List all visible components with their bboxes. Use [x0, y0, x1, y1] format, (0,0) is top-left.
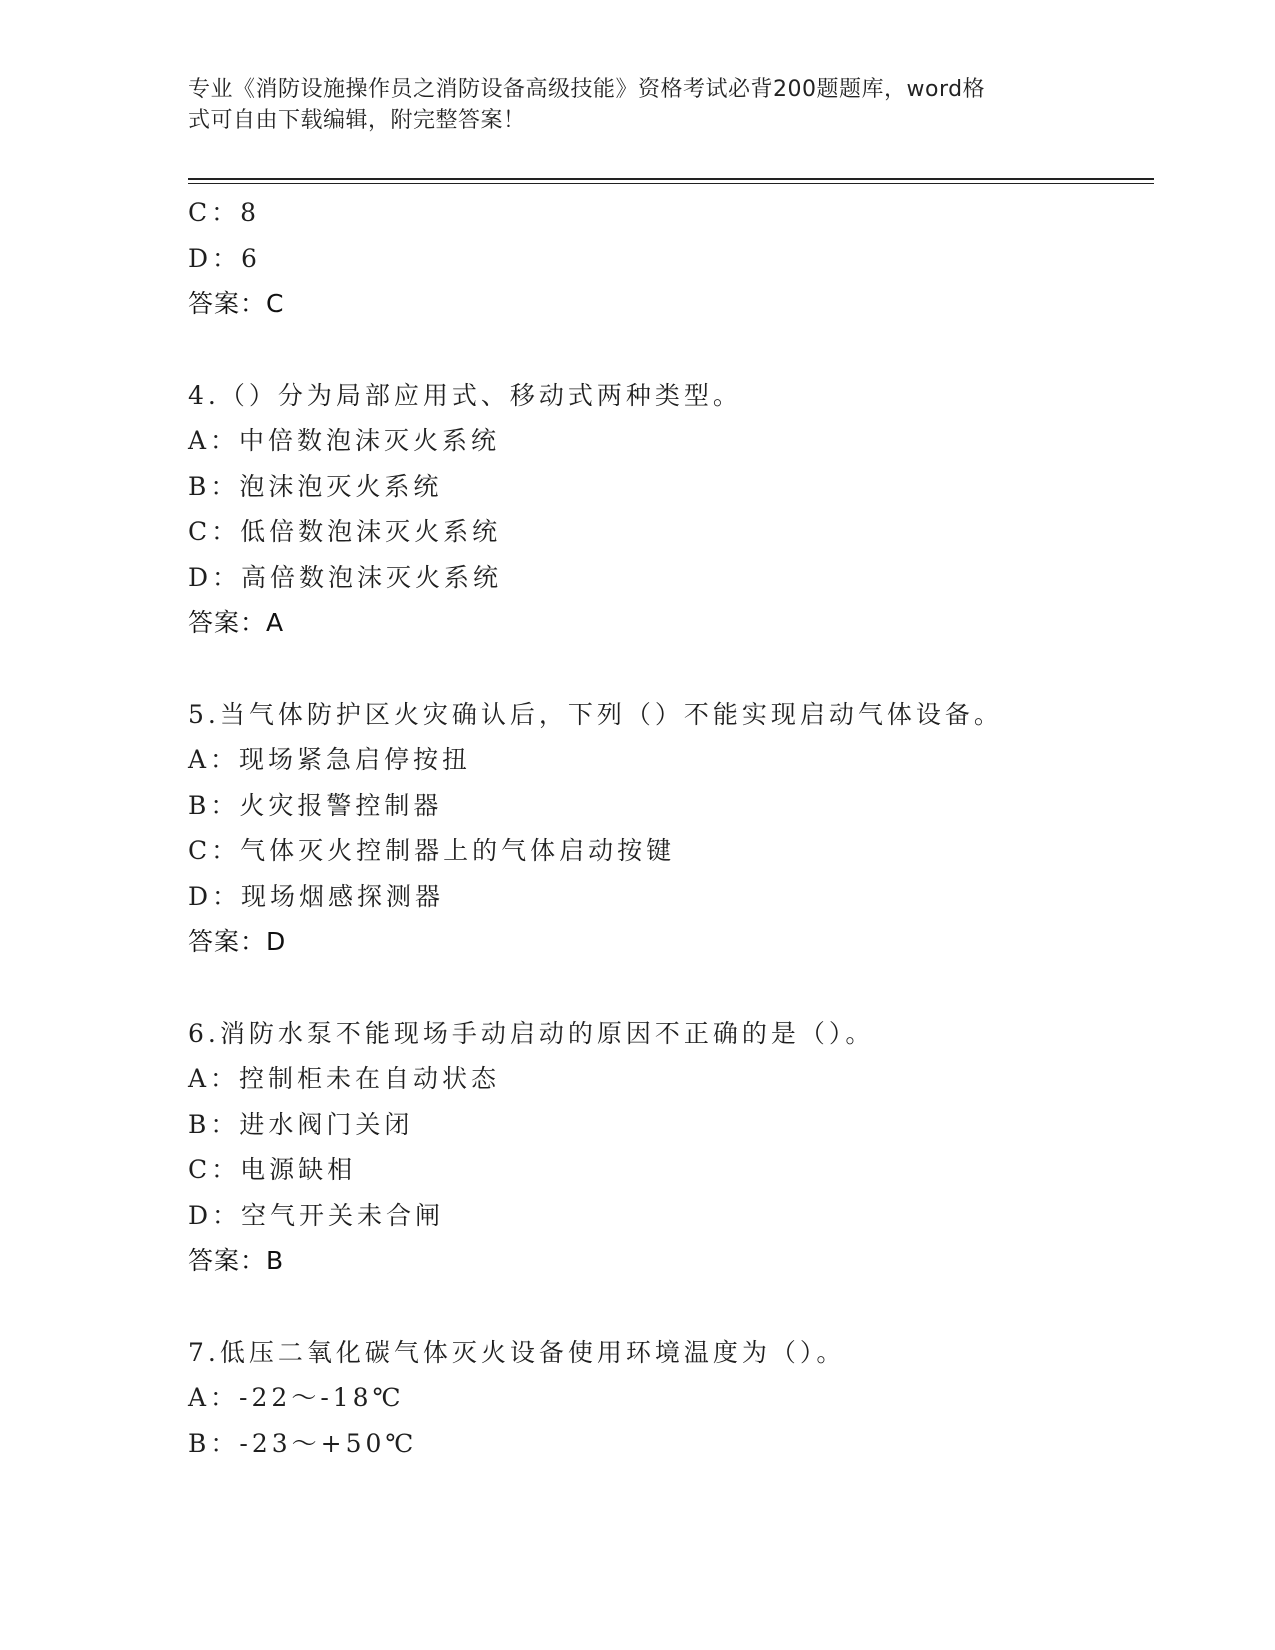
option-d: D：高倍数泡沫灭火系统	[188, 562, 503, 592]
option-b: B：-23～+50℃	[188, 1428, 418, 1458]
answer-line: 答案：A	[188, 608, 285, 637]
option-a: A：控制柜未在自动状态	[188, 1064, 501, 1093]
option-b: B：泡沫泡灭火系统	[188, 471, 443, 501]
header-line-2: 式可自由下载编辑，附完整答案！	[188, 108, 526, 133]
header-rule-thick	[188, 178, 1154, 180]
question-stem: 6.消防水泵不能现场手动启动的原因不正确的是（）。	[188, 1018, 875, 1048]
question-stem: 5.当气体防护区火灾确认后，下列（）不能实现启动气体设备。	[188, 699, 1003, 729]
option-d: D：现场烟感探测器	[188, 881, 445, 911]
header-rule-thin	[188, 183, 1154, 184]
question-4	[188, 373, 1148, 646]
question-7	[188, 1330, 1148, 1467]
previous-question-tail	[188, 190, 1148, 327]
option-c: C：8	[188, 198, 261, 227]
option-c: C：电源缺相	[188, 1155, 357, 1184]
question-list	[188, 190, 1148, 1466]
option-c: C：气体灭火控制器上的气体启动按键	[188, 836, 676, 865]
option-d: D：空气开关未合闸	[188, 1200, 445, 1230]
option-a: A：现场紧急启停按扭	[188, 745, 472, 774]
header-line-1: 专业《消防设施操作员之消防设备高级技能》资格考试必背200题题库，word格	[188, 77, 986, 102]
option-d: D：6	[188, 243, 261, 273]
option-c: C：低倍数泡沫灭火系统	[188, 517, 502, 546]
answer-line: 答案：D	[188, 927, 287, 956]
option-a: A：中倍数泡沫灭火系统	[188, 426, 501, 455]
question-6	[188, 1011, 1148, 1284]
question-stem: 4.（）分为局部应用式、移动式两种类型。	[188, 380, 742, 410]
answer-line: 答案：C	[188, 289, 285, 318]
document-header	[188, 74, 1068, 136]
question-stem: 7.低压二氧化碳气体灭火设备使用环境温度为（）。	[188, 1337, 846, 1367]
option-b: B：进水阀门关闭	[188, 1109, 414, 1139]
option-b: B：火灾报警控制器	[188, 790, 443, 820]
answer-line: 答案：B	[188, 1246, 285, 1275]
option-a: A：-22～-18℃	[188, 1383, 405, 1412]
question-5	[188, 692, 1148, 965]
